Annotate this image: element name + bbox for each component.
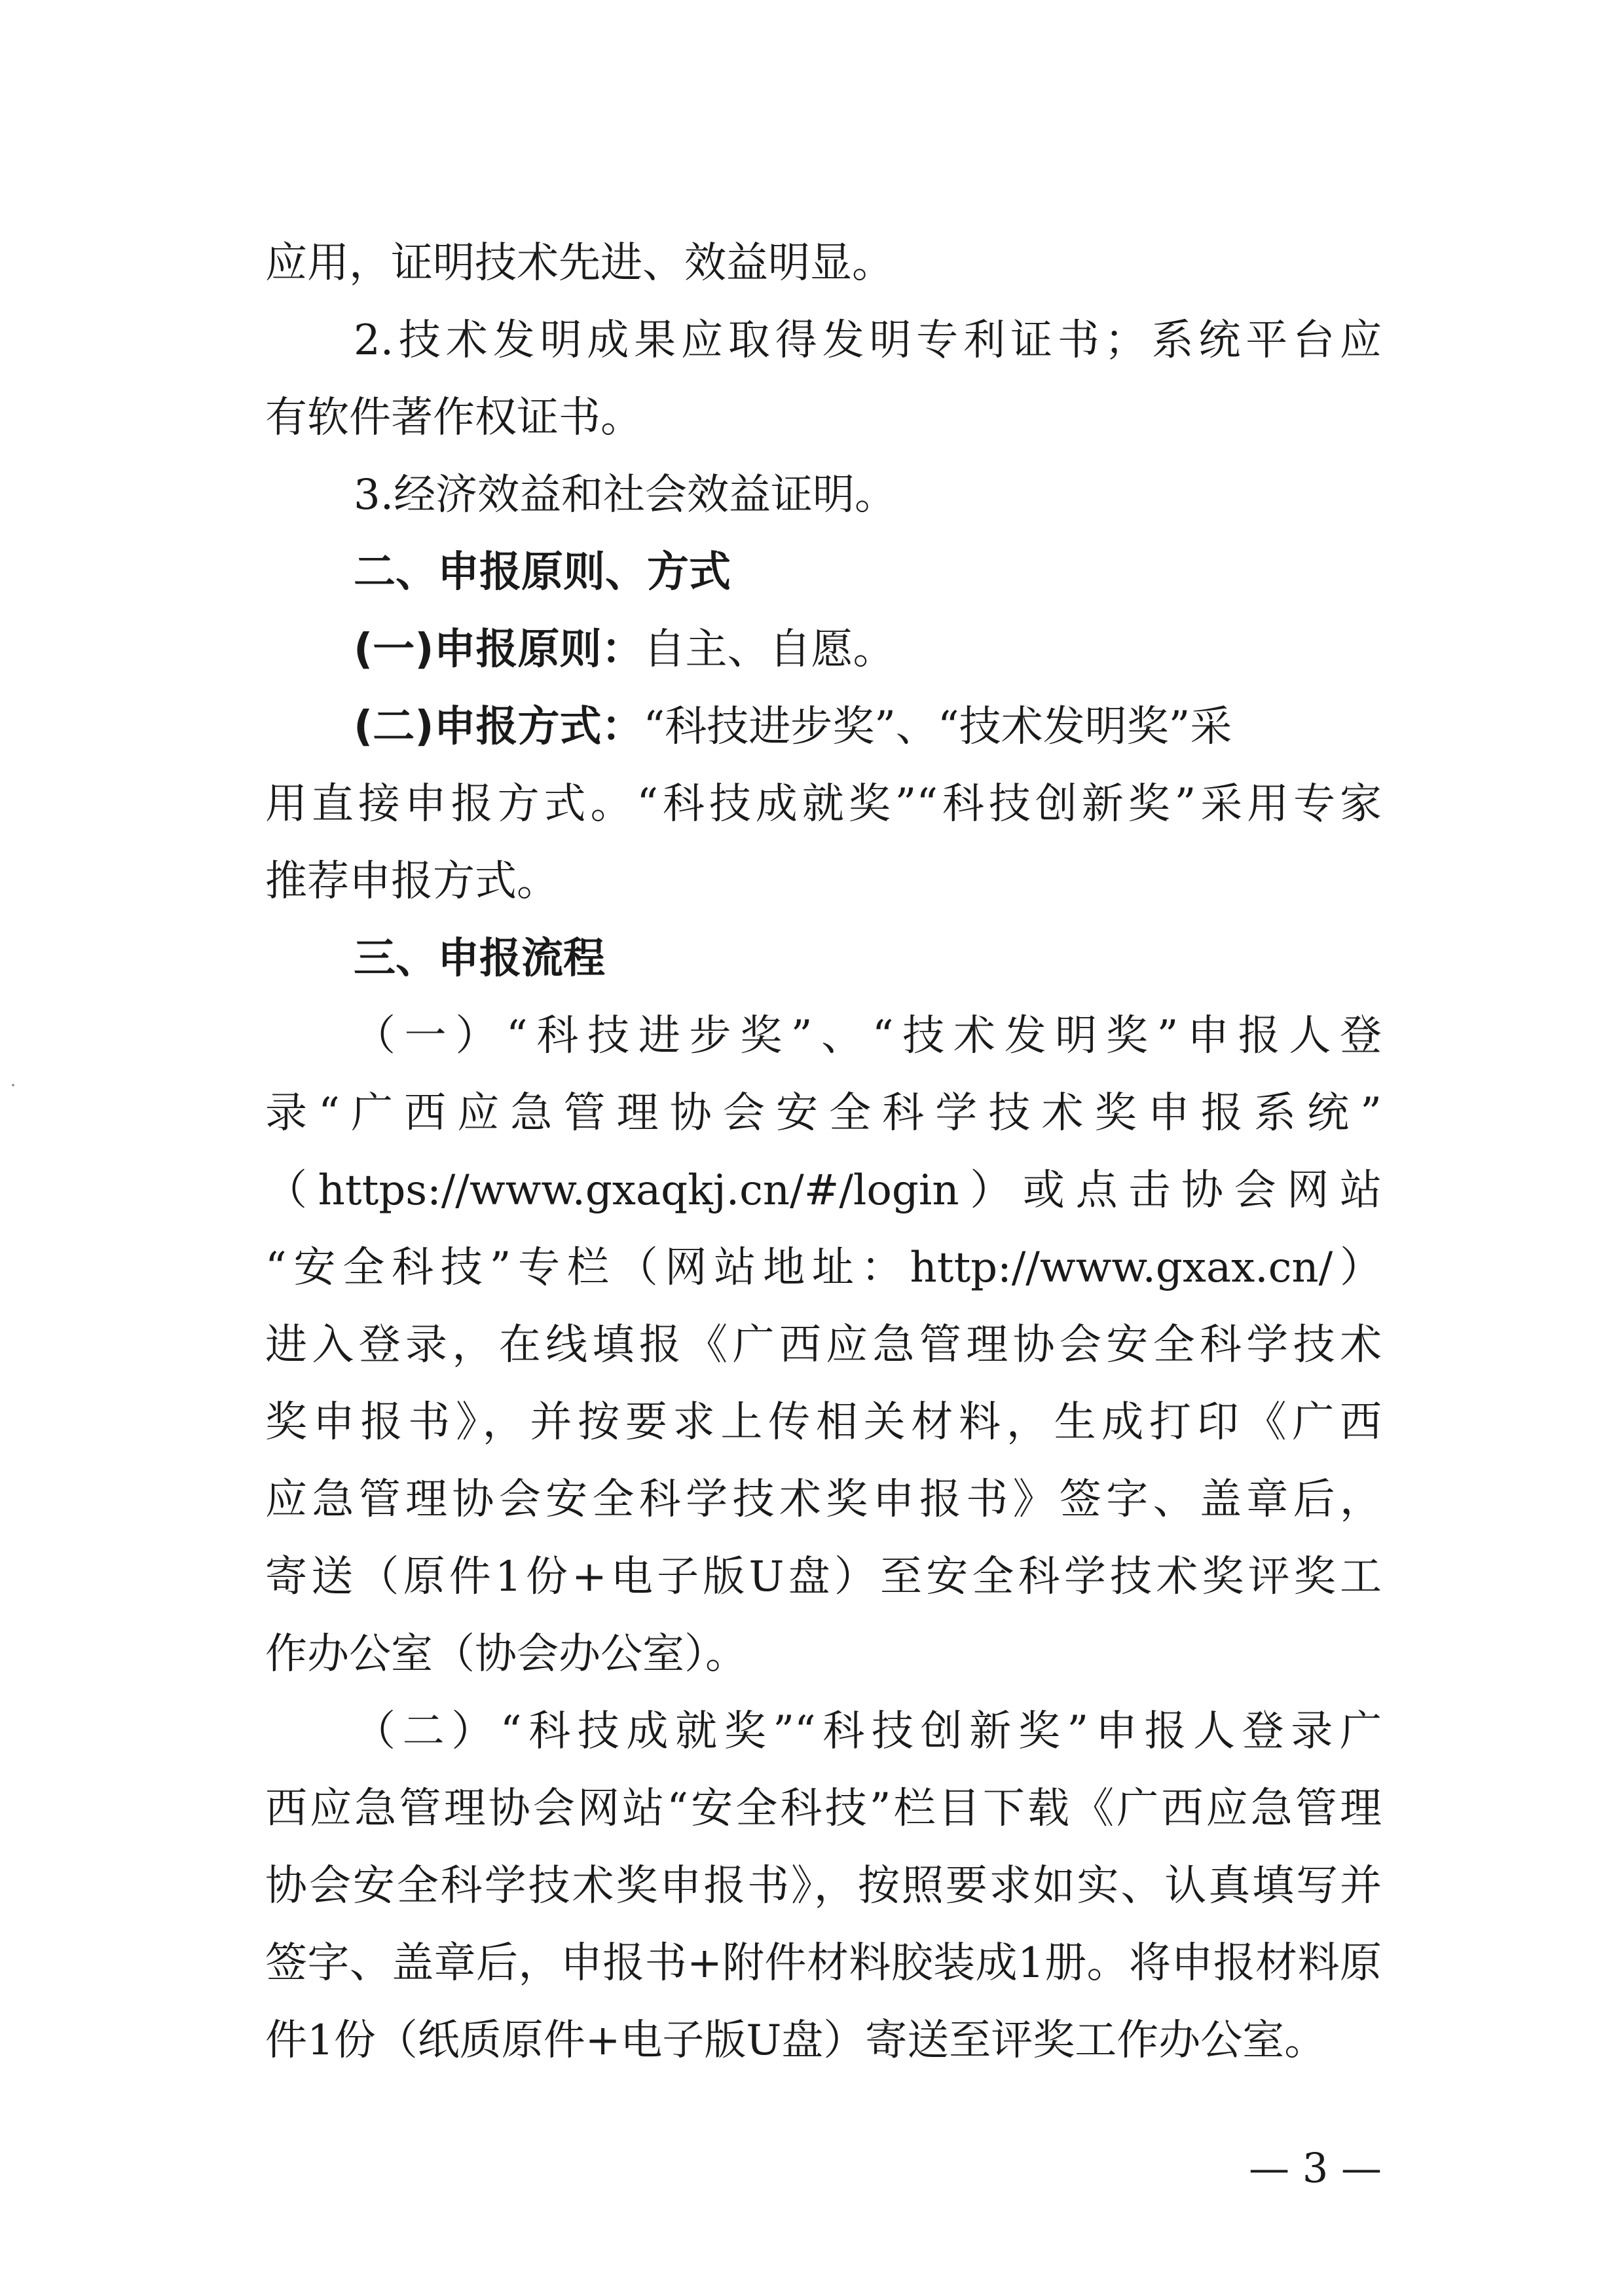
text-line: 奖申报书》，并按要求上传相关材料，生成打印《广西 — [265, 1398, 1382, 1447]
text-line: 有软件著作权证书。 — [265, 394, 642, 442]
text-segment: “科技进步奖”、“技术发明奖”采 — [643, 703, 1232, 751]
scan-speck — [12, 1084, 14, 1086]
text-segment: 自主、自愿。 — [643, 625, 895, 674]
text-line: 应用，证明技术先进、效益明显。 — [265, 239, 894, 287]
text-line: 签字、盖章后，申报书+附件材料胶装成1册。将申报材料原 — [265, 1939, 1382, 1988]
text-line: 件1份（纸质原件+电子版U盘）寄送至评奖工作办公室。 — [265, 2016, 1327, 2065]
section-heading: 三、申报流程 — [354, 935, 605, 983]
subheading-label: (一)申报原则： — [354, 625, 644, 674]
paragraph — [354, 703, 1382, 751]
section-heading: 二、申报原则、方式 — [354, 548, 731, 597]
text-line: （二）“科技成就奖”“科技创新奖”申报人登录广 — [354, 1707, 1382, 1756]
text-line: 2.技术发明成果应取得发明专利证书；系统平台应 — [354, 316, 1382, 365]
subheading-label: (二)申报方式： — [354, 703, 644, 751]
text-line: （一）“科技进步奖”、“技术发明奖”申报人登 — [354, 1012, 1382, 1060]
text-line: 3.经济效益和社会效益证明。 — [354, 471, 897, 519]
text-line: 寄送（原件1份+电子版U盘）至安全科学技术奖评奖工 — [265, 1553, 1382, 1601]
text-line: 协会安全科学技术奖申报书》，按照要求如实、认真填写并 — [265, 1862, 1382, 1910]
paragraph — [354, 625, 1382, 674]
text-line: 录“广西应急管理协会安全科学技术奖申报系统” — [265, 1089, 1382, 1138]
text-line: 进入登录，在线填报《广西应急管理协会安全科学技术 — [265, 1321, 1382, 1369]
text-line: 作办公室（协会办公室）。 — [265, 1630, 747, 1678]
text-line: 用直接申报方式。“科技成就奖”“科技创新奖”采用专家 — [265, 780, 1382, 828]
text-line: （https://www.gxaqkj.cn/#/login）或点击协会网站 — [265, 1166, 1382, 1215]
text-line: 应急管理协会安全科学技术奖申报书》签字、盖章后， — [265, 1475, 1382, 1524]
text-line: 西应急管理协会网站“安全科技”栏目下载《广西应急管理 — [265, 1785, 1382, 1833]
text-line: 推荐申报方式。 — [265, 857, 559, 906]
page-number: — 3 — — [1249, 2144, 1382, 2192]
text-line: “安全科技”专栏（网站地址：http://www.gxax.cn/） — [265, 1244, 1382, 1292]
